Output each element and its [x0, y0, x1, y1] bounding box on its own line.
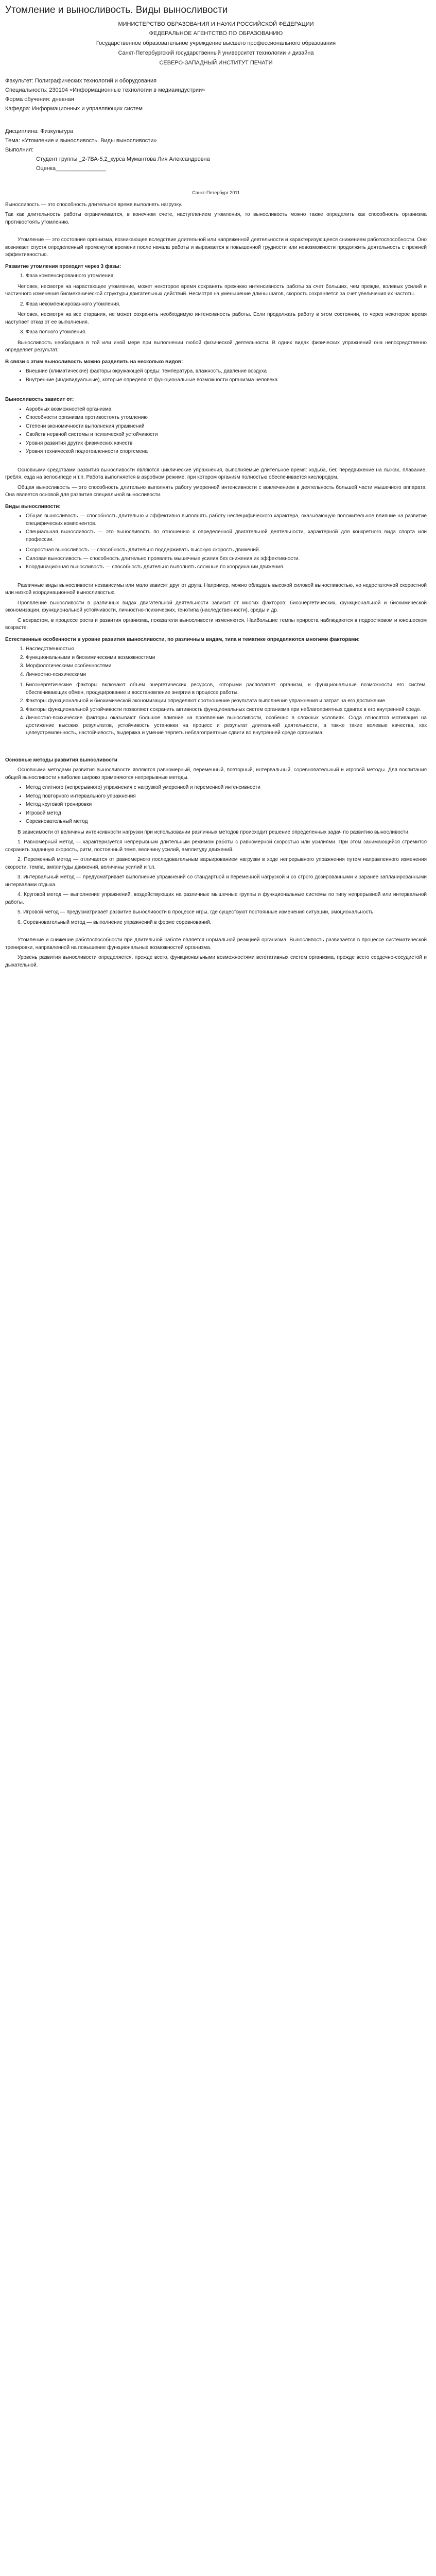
- phase-text: Человек, несмотря на все старания, не может сохранить необходимую интенсивность работы. Если продолжать работу в этом состоянии, то через некоторое время наступает отказ от ее выполнения.: [5, 312, 427, 325]
- theme-field: Тема: «Утомление и выносливость. Виды выносливости»: [5, 137, 157, 144]
- endurance-item: • Уровня технической подготовленности спортсмена: [26, 448, 427, 456]
- phase-text: Выносливость необходима в той или иной мере при выполнении любой физической деятельности. В одних видах физических упражнений она непосредственно определяет результат.: [5, 340, 427, 353]
- special-type-item: • Координационная выносливость — способность длительно выполнять сложные по координации движения.: [26, 564, 427, 571]
- influence-item: 2. Функциональными и биохимическими возможностями: [26, 654, 427, 662]
- university-line: Санкт-Петербургский государственный университет технологии и дизайна: [118, 50, 314, 57]
- method-item: • Соревновательный метод: [26, 818, 427, 826]
- student-field: Студент группы _2-7ВА-5,2_курса Мумантова Лия Александровна: [36, 156, 210, 162]
- methods-intro: Основными методами развития выносливости являются равномерный, переменный, повторный, интервальный, соревновательный и игровой методы. Для воспитания общей выносливости наиболее широко применяются непрерывные методы.: [5, 767, 427, 781]
- phase-item: 2. Фаза некомпенсированного утомления.: [26, 301, 427, 309]
- method-text: 4. Круговой метод — выполнение упражнений, воздействующих на различные мышечные группы и функциональные системы по типу непрерывной или интервальной работы.: [5, 892, 427, 905]
- influence-text: 3. Факторы функциональной устойчивости позволяют сохранить активность функциональных систем организма при неблагоприятных сдвигах в его внутренней среде.: [26, 706, 427, 714]
- method-text: 2. Переменный метод — отличается от равномерного последовательным варьированием нагрузки в ходе непрерывного упражнения путем направленного изменения скорости, темпа, амплитуды движений, величины усилий и т.п.: [5, 857, 427, 870]
- types-heading: Виды выносливости:: [5, 503, 61, 510]
- method-item: • Игровой метод: [26, 810, 427, 818]
- method-text: В зависимости от величины интенсивности нагрузки при использовании различных методов происходит решение определенных задач по развитию выносливости.: [18, 829, 410, 835]
- agency-line: ФЕДЕРАЛЬНОЕ АГЕНТСТВО ПО ОБРАЗОВАНИЮ: [149, 30, 283, 37]
- influence-item: 4. Личностно-психическими: [26, 671, 427, 679]
- intro-paragraph: Выносливость — это способность длительное время выполнять нагрузку.: [5, 201, 182, 208]
- influence-text: 2. Факторы функциональной и биохимической экономизации определяют соотношение результата выполнения упражнения и затрат на его достижение.: [26, 698, 427, 705]
- more-paragraph: Различные виды выносливости независимы или мало зависят друг от друга. Например, можно обладать высокой силовой выносливостью, но недостаточной скоростной или низкой координационной выносливостью.: [5, 582, 427, 596]
- method-text: 6. Соревновательный метод — выполнение упражнений в форме соревнований.: [18, 919, 212, 925]
- endurance-heading: Выносливость зависит от:: [5, 397, 74, 403]
- faculty-field: Факультет: Полиграфических технологий и оборудования: [5, 78, 157, 84]
- influence-text: 1. Биоэнергетические факторы включают объем энергетических ресурсов, которыми располагает организм, и функциональные возможности его систем, обеспечивающих обмен, продуцирование и восстановление энергии в процессе работы.: [26, 682, 427, 697]
- institution-line: Государственное образовательное учреждение высшего профессионального образования: [96, 40, 336, 47]
- method-item: • Метод повторного интервального упражнения: [26, 793, 427, 801]
- influence-text: 4. Личностно-психические факторы оказывают большое влияние на проявление выносливости, особенно в сложных условиях. Сюда относятся мотивация на достижение высоких результатов, устойчивость установки на процесс и результат длительной деятельности, а также такие волевые качества, как целеустремленность, настойчивость, выдержка и умение терпеть неблагоприятные сдвиги во внутренней среде организма.: [26, 715, 427, 737]
- method-item: • Метод круговой тренировки: [26, 801, 427, 809]
- performed-label: Выполнил:: [5, 146, 34, 153]
- factors-heading: В связи с этим выносливость можно разделить на несколько видов:: [5, 359, 183, 365]
- phase-item: 3. Фаза полного утомления.: [26, 329, 427, 336]
- method-text: 5. Игровой метод — предусматривает развитие выносливости в процессе игры, где существуют постоянные изменения ситуации, эмоциональность.: [18, 909, 375, 916]
- study-form-field: Форма обучения: дневная: [5, 96, 74, 103]
- phase-text: Человек, несмотря на нарастающее утомление, может некоторое время сохранять прежнюю интенсивность работы за счет больших, чем прежде, волевых усилий и частичного изменения биомеханической структуры двигательных действий. Несмотря на уменьшение длины шагов, скорость сохраняется за счет увеличения их частоты.: [5, 283, 427, 297]
- method-text: 1. Равномерный метод — характеризуется непрерывным длительным режимом работы с равномерной скоростью или усилиями. При этом занимающийся стремится сохранить заданную скорость, ритм, постоянный темп, величину усилий, амплитуду движений.: [5, 839, 427, 853]
- factor-item: • Внешние (климатические) факторы окружающей среды: температура, влажность, давление воздуха: [26, 368, 427, 376]
- department-field: Кафедра: Информационных и управляющих систем: [5, 106, 143, 112]
- page-title: Утомление и выносливость. Виды выносливости: [5, 5, 228, 15]
- endurance-item: • Аэробных возможностей организма: [26, 406, 427, 414]
- conclusion-paragraph: Утомление и снижение работоспособности при длительной работе является нормальной реакцией организма. Выносливость развивается в процессе систематической тренировки, направленной на повышение функциональных возможностей организма.: [5, 937, 427, 951]
- type-item: • Общая выносливость — способность длительно и эффективно выполнять работу неспецифического характера, оказывающую положительное влияние на развитие специфических компонентов.: [26, 513, 427, 528]
- city-year: Санкт-Петербург 2011: [192, 190, 240, 195]
- ministry-line: МИНИСТЕРСТВО ОБРАЗОВАНИЯ И НАУКИ РОССИЙСКОЙ ФЕДЕРАЦИИ: [118, 21, 314, 27]
- endurance-item: • Степени экономичности выполнения упражнений: [26, 423, 427, 431]
- grade-field: Оценка________________: [36, 165, 106, 172]
- influence-item: 1. Наследственностью: [26, 646, 427, 653]
- more-paragraph: Проявление выносливости в различных видах двигательной деятельности зависит от многих факторов: биоэнергетических, функциональной и биохимической экономизации, функциональной устойчивости, личностно-психических, генотипа (наследственности), среды и др.: [5, 600, 427, 614]
- phase-item: 1. Фаза компенсированного утомления.: [26, 273, 427, 280]
- document-page: [0, 0, 436, 982]
- specialty-field: Специальность: 230104 «Информационные технологии в медиаиндустрии»: [5, 87, 205, 94]
- factor-item: • Внутренние (индивидуальные), которые определяют функциональные возможности организма человека: [26, 377, 427, 384]
- fatigue-paragraph: Утомление — это состояние организма, возникающее вследствие длительной или напряженной деятельности и характеризующееся снижением работоспособности. Оно возникает спустя определенный промежуток времени после начала работы и выражается в повышенной трудности или невозможности продолжить деятельность с прежней эффективностью.: [5, 237, 427, 258]
- endurance-item: • Способности организма противостоять утомлению: [26, 414, 427, 422]
- discipline-field: Дисциплина: Физкультура: [5, 128, 74, 134]
- special-type-item: • Скоростная выносливость — способность длительно поддерживать высокую скорость движений.: [26, 547, 427, 554]
- method-item: • Метод слитного (непрерывного) упражнения с нагрузкой умеренной и переменной интенсивности: [26, 784, 427, 792]
- general-paragraph: Основными средствами развития выносливости являются циклические упражнения, выполняемые длительное время: ходьба, бег, передвижение на лыжах, плавание, гребля, езда на велосипеде и т.п. Работа выполняется в аэробном режиме, при котором организм полностью обеспечивается кислородом.: [5, 467, 427, 481]
- methods-heading: Основные методы развития выносливости: [5, 757, 117, 763]
- conclusion-paragraph: Уровень развития выносливости определяется, прежде всего, функциональными возможностями вегетативных систем организма, прежде всего сердечно-сосудистой и дыхательной.: [5, 955, 427, 968]
- more-paragraph: С возрастом, в процессе роста и развития организма, показатели выносливости изменяются. Наибольшие темпы прироста наблюдаются в подростковом и юношеском возрасте.: [5, 617, 427, 631]
- special-type-item: • Силовая выносливость — способность длительно проявлять мышечные усилия без снижения их эффективности.: [26, 555, 427, 563]
- endurance-item: • Свойств нервной системы и психической устойчивости: [26, 431, 427, 439]
- phases-heading: Развитие утомления проходит через 3 фазы:: [5, 263, 121, 269]
- intro-paragraph: Так как длительность работы ограничивается, в конечном счете, наступлением утомления, то выносливость можно также определить как способность организма противостоять утомлению.: [5, 212, 427, 225]
- influence-heading: Естественные особенности в уровне развития выносливости, по различным видам, типа и тематике определяются многими факторами:: [5, 636, 360, 642]
- type-item: • Специальная выносливость — это выносливость по отношению к определенной двигательной деятельности, характерной для конкретного вида спорта или профессии.: [26, 529, 427, 544]
- endurance-item: • Уровня развития других физических качеств: [26, 440, 427, 448]
- method-text: 3. Интервальный метод — предусматривает выполнение упражнений со стандартной и переменной нагрузкой и со строго дозированными и заранее запланированными интервалами отдыха.: [5, 874, 427, 888]
- influence-item: 3. Морфологическими особенностями: [26, 663, 427, 670]
- institute-line: СЕВЕРО-ЗАПАДНЫЙ ИНСТИТУТ ПЕЧАТИ: [159, 60, 273, 66]
- general-paragraph: Общая выносливость — это способность длительно выполнять работу умеренной интенсивности с вовлечением в деятельность большей части мышечного аппарата. Она является основой для развития специальной выносливости.: [5, 484, 427, 498]
